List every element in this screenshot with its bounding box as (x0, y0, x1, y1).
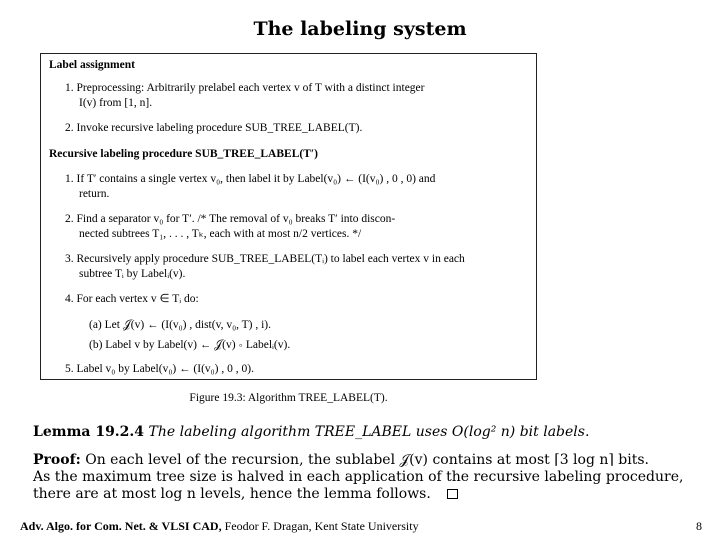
algo-line: nected subtrees T₁, . . . , Tₖ, each with at most n/2 vertices. */ (79, 228, 362, 240)
proof-line-1 (33, 452, 683, 469)
algo-line: 1. Preprocessing: Arbitrarily prelabel each vertex v of T with a distinct integer (65, 82, 425, 94)
algo-line: (a) Let 𝒥(v) ← (I(v₀) , dist(v, v₀, T) , i). (89, 319, 272, 331)
figure-caption: Figure 19.3: Algorithm TREE_LABEL(T). (189, 392, 388, 404)
lemma-body: The labeling algorithm TREE_LABEL uses O(log² n) bit labels. (148, 424, 590, 440)
proof-text-1: On each level of the recursion, the sublabel 𝒥(v) contains at most ⌈3 log n⌉ bits. (85, 452, 650, 468)
algo-heading-recursive-procedure: Recursive labeling procedure SUB_TREE_LABEL(T′) (49, 148, 318, 160)
qed-square-icon (447, 489, 458, 499)
algo-line: 3. Recursively apply procedure SUB_TREE_LABEL(Tᵢ) to label each vertex v in each (65, 253, 465, 265)
algo-line: return. (79, 188, 110, 200)
slide-title: The labeling system (253, 18, 467, 40)
algo-line: (b) Label v by Label(v) ← 𝒥(v) ∘ Labelᵢ(v). (89, 339, 291, 351)
footer-author: Feodor F. Dragan, Kent State University (221, 519, 419, 533)
algo-line: 5. Label v₀ by Label(v₀) ← (I(v₀) , 0 , 0). (65, 363, 254, 375)
page-number: 8 (696, 519, 702, 533)
algo-heading-label-assignment: Label assignment (49, 59, 135, 71)
footer (20, 519, 419, 534)
algo-line: 4. For each vertex v ∈ Tᵢ do: (65, 293, 199, 305)
algo-line: I(v) from [1, n]. (79, 97, 153, 109)
algorithm-box (40, 53, 537, 380)
algo-line: 2. Find a separator v₀ for T′. /* The removal of v₀ breaks T′ into discon- (65, 213, 396, 225)
proof-block (33, 452, 683, 503)
proof-text-3: there are at most log n levels, hence the lemma follows. (33, 486, 431, 502)
proof-line-2: As the maximum tree size is halved in each application of the recursive labeling procedure, (33, 469, 684, 485)
algo-line: 1. If T′ contains a single vertex v₀, then label it by Label(v₀) ← (I(v₀) , 0 , 0) and (65, 173, 436, 185)
lemma-heading: Lemma 19.2.4 (33, 424, 145, 440)
lemma-statement (33, 424, 589, 440)
algo-line: 2. Invoke recursive labeling procedure SUB_TREE_LABEL(T). (65, 122, 363, 134)
proof-label: Proof: (33, 452, 81, 468)
footer-course: Adv. Algo. for Com. Net. & VLSI CAD, (20, 519, 222, 533)
proof-line-3 (33, 486, 683, 503)
algo-line: subtree Tᵢ by Labelᵢ(v). (79, 268, 186, 280)
